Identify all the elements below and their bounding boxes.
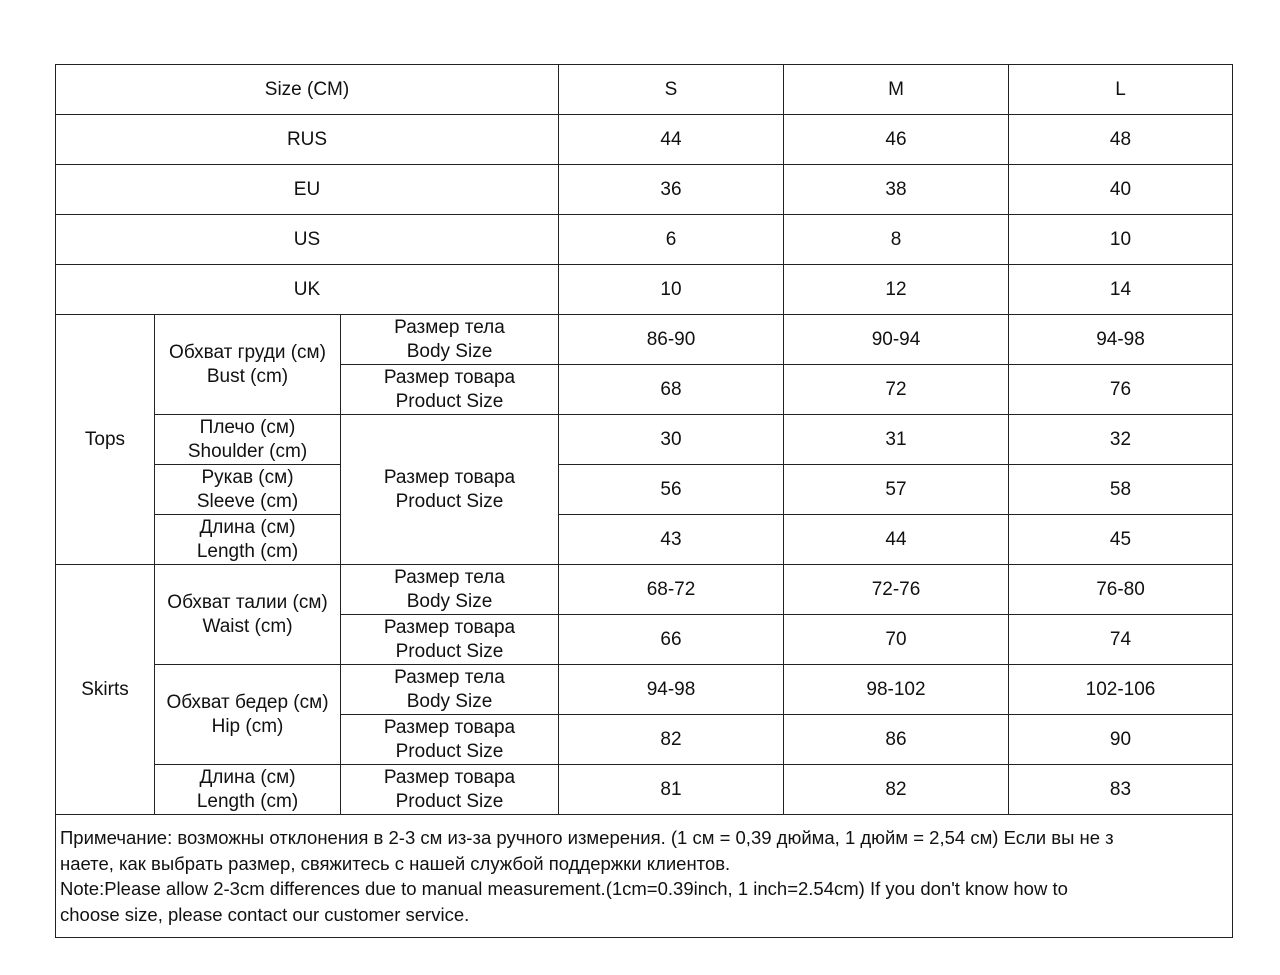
value-cell: 81 <box>559 765 784 815</box>
product-size-en: Product Size <box>395 790 504 812</box>
tops-sleeve-row <box>56 465 1233 515</box>
value-cell: 46 <box>784 115 1009 165</box>
value-cell: 98-102 <box>784 665 1009 715</box>
value-cell: 82 <box>784 765 1009 815</box>
value-cell: 82 <box>559 715 784 765</box>
value-cell: 74 <box>1009 615 1233 665</box>
skirts-section-label: Skirts <box>56 565 155 815</box>
body-size-ru: Размер тела <box>394 566 505 588</box>
value-cell: 68-72 <box>559 565 784 615</box>
size-l-header: L <box>1009 65 1233 115</box>
value-cell: 40 <box>1009 165 1233 215</box>
conversion-row-eu <box>56 165 1233 215</box>
header-row <box>56 65 1233 115</box>
shoulder-label-en: Shoulder (cm) <box>187 440 308 462</box>
note-line-en-2: choose size, please contact our customer service. <box>60 903 470 925</box>
value-cell: 90-94 <box>784 315 1009 365</box>
body-size-ru: Размер тела <box>394 316 505 338</box>
value-cell: 70 <box>784 615 1009 665</box>
product-size-label <box>341 365 559 415</box>
value-cell: 48 <box>1009 115 1233 165</box>
value-cell: 56 <box>559 465 784 515</box>
value-cell: 86-90 <box>559 315 784 365</box>
tops-length-row <box>56 515 1233 565</box>
product-size-label <box>341 765 559 815</box>
product-size-ru: Размер товара <box>383 366 516 388</box>
product-size-ru: Размер товара <box>383 716 516 738</box>
measurement-note <box>56 815 1233 938</box>
value-cell: 68 <box>559 365 784 415</box>
product-size-ru: Размер товара <box>383 766 516 788</box>
value-cell: 32 <box>1009 415 1233 465</box>
length-label <box>155 765 341 815</box>
product-size-en: Product Size <box>395 640 504 662</box>
shoulder-label <box>155 415 341 465</box>
bust-label <box>155 315 341 415</box>
waist-label-en: Waist (cm) <box>202 615 293 637</box>
hip-label-en: Hip (cm) <box>211 715 284 737</box>
body-size-en: Body Size <box>406 690 493 712</box>
conversion-row-rus <box>56 115 1233 165</box>
body-size-label <box>341 565 559 615</box>
conversion-label: RUS <box>56 115 559 165</box>
value-cell: 14 <box>1009 265 1233 315</box>
value-cell: 66 <box>559 615 784 665</box>
skirts-waist-body-row <box>56 565 1233 615</box>
sleeve-label-en: Sleeve (cm) <box>196 490 299 512</box>
product-size-label <box>341 715 559 765</box>
product-size-en: Product Size <box>395 390 504 412</box>
hip-label-ru: Обхват бедер (см) <box>166 691 329 713</box>
value-cell: 94-98 <box>1009 315 1233 365</box>
size-header-label: Size (CM) <box>56 65 559 115</box>
bust-label-en: Bust (cm) <box>206 365 289 387</box>
note-line-ru-2: наете, как выбрать размер, свяжитесь с нашей службой поддержки клиентов. <box>60 852 731 874</box>
bust-label-ru: Обхват груди (см) <box>169 341 326 363</box>
length-label-ru: Длина (см) <box>199 516 296 538</box>
product-size-en: Product Size <box>395 740 504 762</box>
skirts-hip-body-row <box>56 665 1233 715</box>
conversion-label: US <box>56 215 559 265</box>
value-cell: 44 <box>784 515 1009 565</box>
sleeve-label-ru: Рукав (см) <box>201 466 294 488</box>
conversion-label: EU <box>56 165 559 215</box>
value-cell: 10 <box>1009 215 1233 265</box>
value-cell: 72 <box>784 365 1009 415</box>
product-size-ru: Размер товара <box>383 616 516 638</box>
note-row <box>56 815 1233 938</box>
value-cell: 45 <box>1009 515 1233 565</box>
value-cell: 76-80 <box>1009 565 1233 615</box>
tops-shoulder-row <box>56 415 1233 465</box>
note-line-en-1: Note:Please allow 2-3cm differences due to manual measurement.(1cm=0.39inch, 1 inch=2.54cm) If you don't know how to <box>60 878 1068 899</box>
value-cell: 76 <box>1009 365 1233 415</box>
body-size-label <box>341 665 559 715</box>
note-line-ru-1: Примечание: возможны отклонения в 2-3 см из-за ручного измерения. (1 см = 0,39 дюйма, 1 дюйм = 2,54 см) Если вы не з <box>60 827 1114 848</box>
body-size-label <box>341 315 559 365</box>
value-cell: 83 <box>1009 765 1233 815</box>
value-cell: 102-106 <box>1009 665 1233 715</box>
value-cell: 94-98 <box>559 665 784 715</box>
length-label-en: Length (cm) <box>196 540 299 562</box>
waist-label-ru: Обхват талии (см) <box>167 591 328 613</box>
tops-bust-body-row <box>56 315 1233 365</box>
value-cell: 31 <box>784 415 1009 465</box>
length-label-ru: Длина (см) <box>199 766 296 788</box>
product-size-label <box>341 415 559 565</box>
value-cell: 43 <box>559 515 784 565</box>
conversion-row-us <box>56 215 1233 265</box>
value-cell: 38 <box>784 165 1009 215</box>
tops-section-label: Tops <box>56 315 155 565</box>
value-cell: 58 <box>1009 465 1233 515</box>
hip-label <box>155 665 341 765</box>
value-cell: 30 <box>559 415 784 465</box>
conversion-label: UK <box>56 265 559 315</box>
value-cell: 44 <box>559 115 784 165</box>
length-label-en: Length (cm) <box>196 790 299 812</box>
value-cell: 10 <box>559 265 784 315</box>
value-cell: 36 <box>559 165 784 215</box>
product-size-label <box>341 615 559 665</box>
size-m-header: M <box>784 65 1009 115</box>
body-size-ru: Размер тела <box>394 666 505 688</box>
waist-label <box>155 565 341 665</box>
body-size-en: Body Size <box>406 340 493 362</box>
value-cell: 8 <box>784 215 1009 265</box>
conversion-row-uk <box>56 265 1233 315</box>
size-s-header: S <box>559 65 784 115</box>
value-cell: 57 <box>784 465 1009 515</box>
body-size-en: Body Size <box>406 590 493 612</box>
value-cell: 72-76 <box>784 565 1009 615</box>
value-cell: 6 <box>559 215 784 265</box>
product-size-en: Product Size <box>395 490 504 512</box>
length-label <box>155 515 341 565</box>
sleeve-label <box>155 465 341 515</box>
size-chart-table <box>55 64 1233 938</box>
value-cell: 90 <box>1009 715 1233 765</box>
value-cell: 12 <box>784 265 1009 315</box>
value-cell: 86 <box>784 715 1009 765</box>
product-size-ru: Размер товара <box>383 466 516 488</box>
shoulder-label-ru: Плечо (см) <box>199 416 296 438</box>
skirts-length-row <box>56 765 1233 815</box>
